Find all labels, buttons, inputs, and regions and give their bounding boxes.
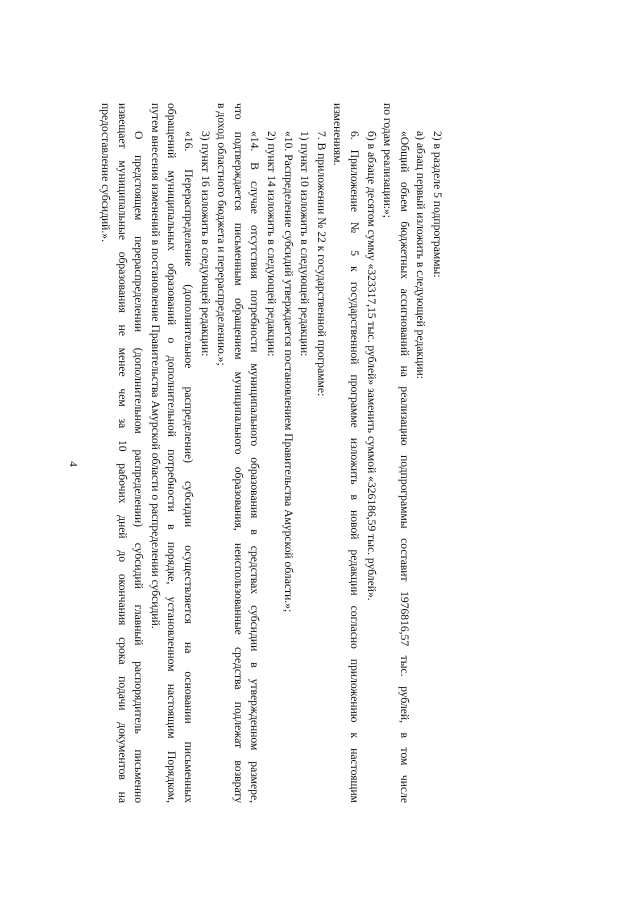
text-line: в доход областного бюджета и перераспределению.»; [215, 103, 229, 366]
text-line: предоставление субсидий.». [99, 103, 113, 242]
text-line: «Общий объем бюджетных ассигнований на реализацию подпрограммы составит 1976816,57 тыс. рублей, в том числе [397, 131, 411, 803]
document-text-block [99, 103, 445, 803]
text-line: «14. В случае отсутствия потребности муниципального образования в средствах субсидии в утвержденном размере, [248, 131, 262, 803]
text-line: «16. Перераспределение (дополнительное распределение) субсидии осуществляется на основании письменных [182, 131, 196, 803]
text-line: 3) пункт 16 изложить в следующей редакции: [198, 131, 212, 357]
text-line: изменениям. [331, 103, 345, 166]
text-line: 6. Приложение № 5 к государственной программе изложить в новой редакции согласно приложению к настоящим [348, 131, 362, 803]
text-line: 2) в разделе 5 подпрограммы: [431, 131, 444, 278]
text-line: обращений муниципальных образований о дополнительной потребности в порядке, установленном настоящим Порядком, [165, 103, 179, 803]
text-line: путем внесения изменений в постановление Правительства Амурской области о распределении субсидий. [148, 103, 162, 629]
text-line: О предстоящем перераспределении (дополнительном распределении) субсидий главный распорядитель письменно [132, 131, 146, 803]
text-line: б) в абзаце десятом сумму «323317,15 тыс. рублей» заменить суммой «326186,59 тыс. рублей». [364, 131, 378, 601]
text-line: что подтверждается письменным обращением муниципального образования, неиспользованные средства подлежат возврату [231, 103, 245, 803]
page-number: 4 [67, 461, 79, 467]
text-line: «10. Распределение субсидий утверждается постановлением Правительства Амурской области.»; [281, 131, 295, 613]
text-line: извещает муниципальные образования не менее чем за 10 рабочих дней до окончания срока подачи документов на [115, 103, 129, 803]
text-line: 7. В приложении № 22 к государственной программе: [314, 131, 328, 397]
text-line: 1) пункт 10 изложить в следующей редакции: [298, 131, 312, 357]
text-line: а) абзац первый изложить в следующей редакции: [414, 131, 428, 379]
text-line: 2) пункт 14 изложить в следующей редакции: [265, 131, 279, 357]
text-line: по годам реализации:»; [381, 103, 395, 219]
